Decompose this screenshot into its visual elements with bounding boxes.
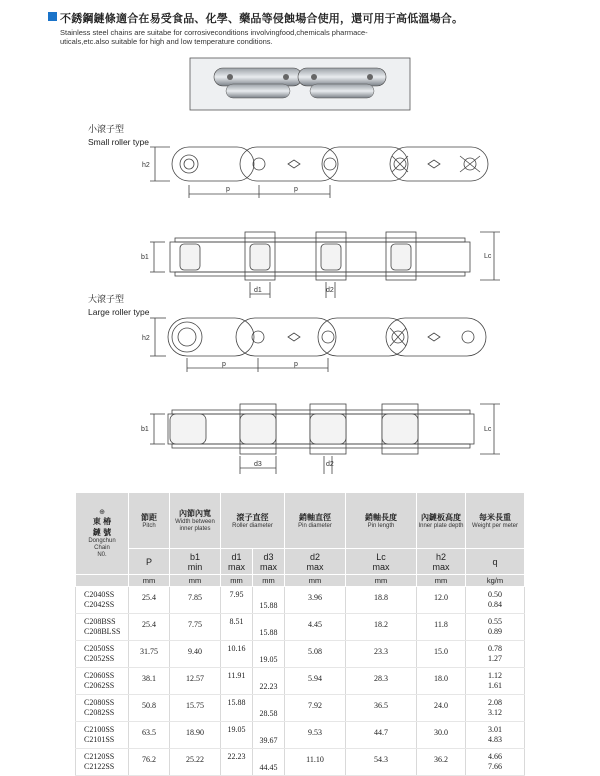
- table-row: C2100SS C2101SS 63.5 18.90 19.05 39.67 9.53 44.7 30.0 3.01 4.83: [76, 722, 525, 749]
- header-pitch: 節距 Pitch: [129, 493, 170, 549]
- header-plate-depth: 內鏈板高度 Inner plate depth: [417, 493, 466, 549]
- dim-b1-large: b1: [141, 426, 149, 433]
- header-pin-diameter: 銷軸直徑 Pin diameter: [285, 493, 346, 549]
- large-roller-label: 大滾子型 Large roller type: [88, 294, 150, 317]
- header-english: Stainless steel chains are suitabe for corrosiveconditions involvingfood,chemicals pharmace- uticals,etc.also suitable for high and low temperature conditions.: [60, 28, 368, 46]
- table-row: C2050SS C2052SS 31.75 9.40 10.16 19.05 5.08 23.3 15.0 0.78 1.27: [76, 641, 525, 668]
- dim-b1-small: b1: [141, 254, 149, 261]
- chain-photo: [190, 58, 410, 110]
- dim-p-large-1: p: [222, 361, 226, 368]
- header-weight: 每米長重 Weight per meter: [466, 493, 525, 549]
- dim-p-small-2: p: [294, 186, 298, 193]
- header-roller: 滾子直徑 Roller diameter: [221, 493, 285, 549]
- spec-table: ⊕ 東 椿 鏈 號 Dongchun Chain N0. 節距 Pitch 內節內寬 Width between inner plates 滾子直徑 Roller diameter 銷軸直徑 Pin diameter 銷軸長度 Pin length 內鏈板高度 Inner plate depth 每米長重 Weight per meter P b1 min d1 max d3 max d2 max Lc max h2 max q mm mm mm mm mm mm mm kg/m C2040SS C2042SS 25.4 7.85 7.95 15.88 3.96 18.8 12.0 0.50 0.84 C208BSS C208BLSS 25.4 7.75 8.51 15.88 4.45 18.2 11.8 0.55 0.89 C2050SS C2052SS 31.75 9.40 10.16 19.05 5.08 23.3 15.0 0.78 1.27 C2060SS C2062SS 38.1 12.57 11.91 22.23 5.94 28.3 18.0 1.12 1.61 C2080SS C2082SS 50.8 15.75 15.88 28.58 7.92 36.5 24.0 2.08 3.12 C2100SS C2101SS 63.5 18.90 19.05 39.67 9.53 44.7 30.0 3.01 4.83 C2120SS C2122SS 76.2 25.22 22.23 44.45 11.10 54.3 36.2 4.66 7.66: [75, 492, 525, 776]
- dim-h2-small: h2: [142, 162, 150, 169]
- table-row: C2120SS C2122SS 76.2 25.22 22.23 44.45 11.10 54.3 36.2 4.66 7.66: [76, 749, 525, 776]
- small-roller-top-view: [150, 232, 500, 298]
- table-row: C2060SS C2062SS 38.1 12.57 11.91 22.23 5.94 28.3 18.0 1.12 1.61: [76, 668, 525, 695]
- dim-h2-large: h2: [142, 335, 150, 342]
- small-roller-label: 小滾子型 Small roller type: [88, 124, 149, 147]
- header-width: 內節內寬 Width between inner plates: [170, 493, 221, 549]
- table-row: C208BSS C208BLSS 25.4 7.75 8.51 15.88 4.45 18.2 11.8 0.55 0.89: [76, 614, 525, 641]
- dim-d2-large: d2: [326, 461, 334, 468]
- header-pin-length: 銷軸長度 Pin length: [346, 493, 417, 549]
- dim-p-large-2: p: [294, 361, 298, 368]
- dim-lc-small: Lc: [484, 253, 492, 260]
- table-row: C2040SS C2042SS 25.4 7.85 7.95 15.88 3.96 18.8 12.0 0.50 0.84: [76, 587, 525, 614]
- dim-p-small-1: p: [226, 186, 230, 193]
- table-row: C2080SS C2082SS 50.8 15.75 15.88 28.58 7.92 36.5 24.0 2.08 3.12: [76, 695, 525, 722]
- dim-d3: d3: [254, 461, 262, 468]
- dim-lc-large: Lc: [484, 426, 492, 433]
- dim-d2-small: d2: [326, 287, 334, 294]
- large-roller-top-view: [150, 404, 500, 474]
- chain-logo-icon: ⊕: [99, 508, 105, 516]
- header-chinese: 不銹鋼鏈條適合在易受食品、化學、藥品等侵蝕場合使用，還可用于高低溫場合。: [60, 13, 464, 25]
- dim-d1: d1: [254, 287, 262, 294]
- small-roller-side-view: [150, 147, 488, 198]
- large-roller-side-view: [150, 318, 486, 372]
- header-chain-no: ⊕ 東 椿 鏈 號 Dongchun Chain N0.: [76, 493, 129, 575]
